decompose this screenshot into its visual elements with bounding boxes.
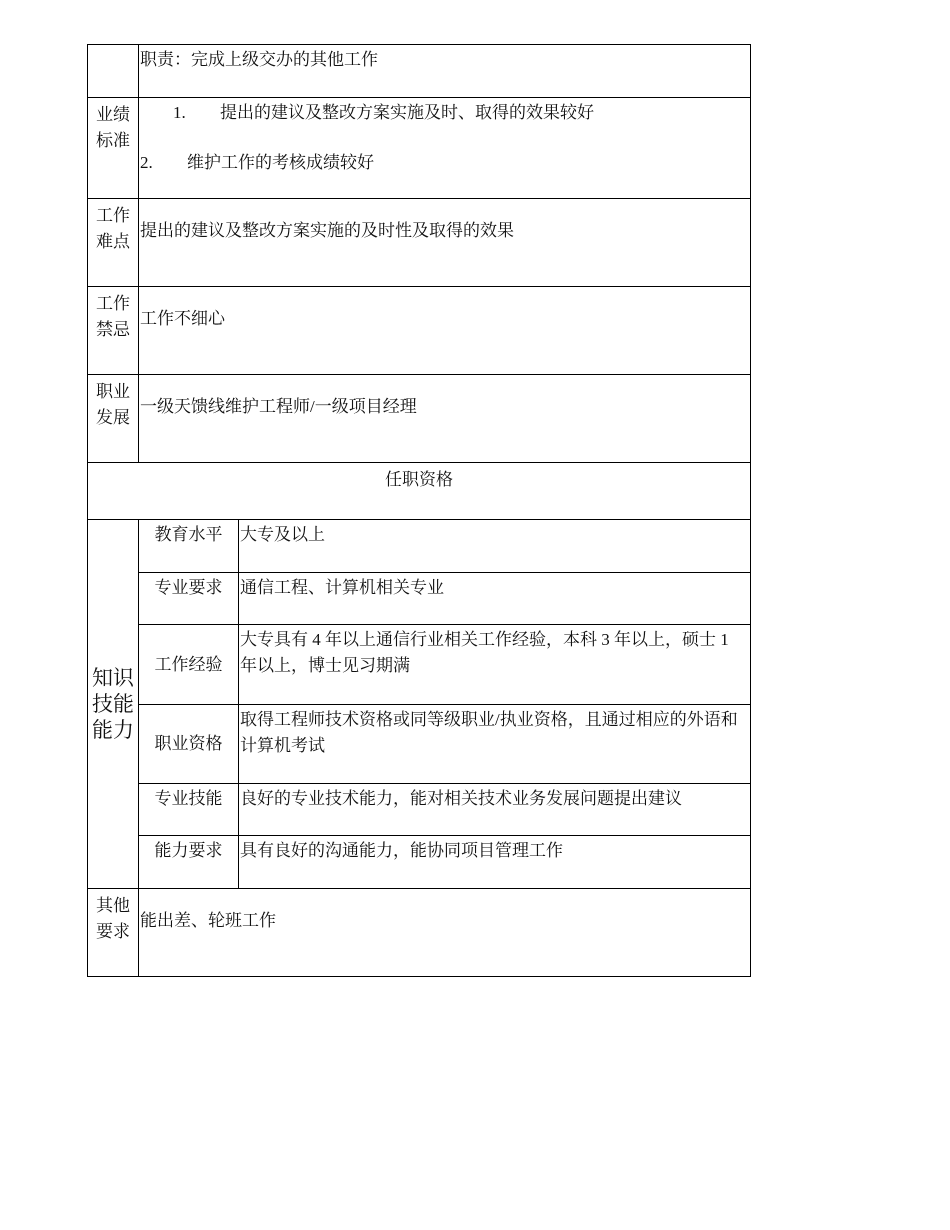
taboo-text: 工作不细心 xyxy=(139,287,751,375)
career-row xyxy=(88,375,751,463)
performance-row xyxy=(88,98,751,199)
other-text: 能出差、轮班工作 xyxy=(139,889,751,977)
qualification-row-experience xyxy=(88,625,751,705)
major-value: 通信工程、计算机相关专业 xyxy=(239,573,751,625)
performance-content xyxy=(139,98,751,199)
qualification-row-major xyxy=(88,573,751,625)
performance-item-2-text: 维护工作的考核成绩较好 xyxy=(187,153,374,172)
experience-value: 大专具有 4 年以上通信行业相关工作经验，本科 3 年以上，硕士 1 年以上，博士见习期满 xyxy=(239,625,751,705)
performance-item-1 xyxy=(140,100,749,150)
performance-label: 业绩标准 xyxy=(88,98,139,199)
duty-label-cell xyxy=(88,45,139,98)
duty-text: 职责：完成上级交办的其他工作 xyxy=(139,45,751,98)
qualifications-title: 任职资格 xyxy=(88,463,751,520)
duty-row xyxy=(88,45,751,98)
certification-label: 职业资格 xyxy=(139,705,239,784)
difficulty-text: 提出的建议及整改方案实施的及时性及取得的效果 xyxy=(139,199,751,287)
other-label: 其他要求 xyxy=(88,889,139,977)
difficulty-row xyxy=(88,199,751,287)
education-value: 大专及以上 xyxy=(239,520,751,573)
taboo-row xyxy=(88,287,751,375)
qualification-row-ability xyxy=(88,836,751,889)
career-text: 一级天馈线维护工程师/一级项目经理 xyxy=(139,375,751,463)
qualification-row-certification xyxy=(88,705,751,784)
job-description-table xyxy=(87,44,751,977)
skills-label: 专业技能 xyxy=(139,784,239,836)
taboo-label: 工作禁忌 xyxy=(88,287,139,375)
career-label: 职业发展 xyxy=(88,375,139,463)
qualification-row-education xyxy=(88,520,751,573)
major-label: 专业要求 xyxy=(139,573,239,625)
other-row xyxy=(88,889,751,977)
performance-item-2 xyxy=(140,150,749,176)
ability-label: 能力要求 xyxy=(139,836,239,889)
certification-value: 取得工程师技术资格或同等级职业/执业资格，且通过相应的外语和计算机考试 xyxy=(239,705,751,784)
ability-value: 具有良好的沟通能力，能协同项目管理工作 xyxy=(239,836,751,889)
education-label: 教育水平 xyxy=(139,520,239,573)
performance-item-2-number: 2. xyxy=(140,153,153,172)
qualifications-title-row xyxy=(88,463,751,520)
qualification-row-skills xyxy=(88,784,751,836)
knowledge-skills-label: 知识技能能力 xyxy=(88,520,139,889)
performance-item-1-text: 提出的建议及整改方案实施及时、取得的效果较好 xyxy=(220,103,594,122)
experience-label: 工作经验 xyxy=(139,625,239,705)
performance-item-1-number: 1. xyxy=(173,103,186,122)
skills-value: 良好的专业技术能力，能对相关技术业务发展问题提出建议 xyxy=(239,784,751,836)
difficulty-label: 工作难点 xyxy=(88,199,139,287)
